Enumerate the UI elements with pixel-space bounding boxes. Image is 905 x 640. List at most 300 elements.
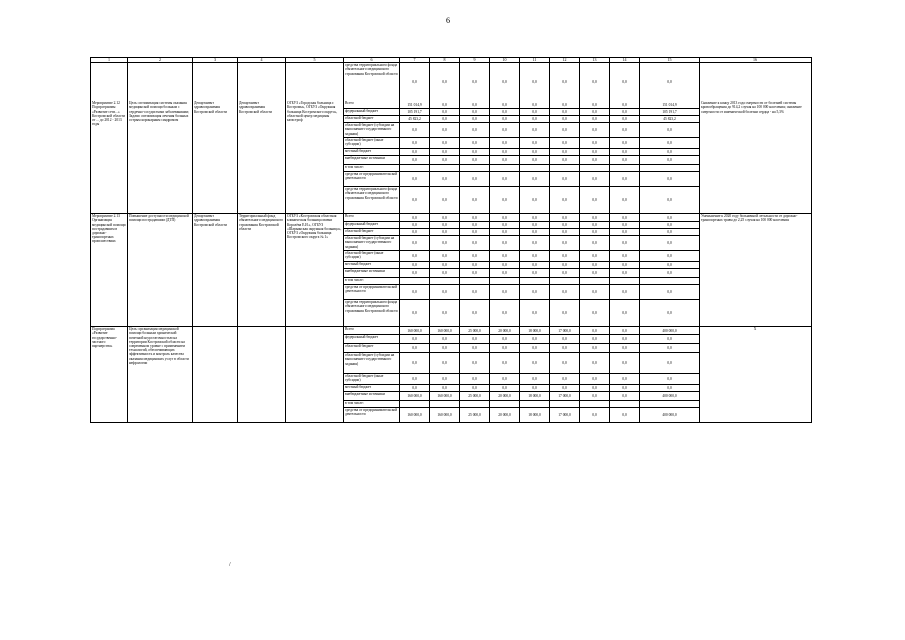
value-cell: 0,0	[490, 235, 519, 250]
value-cell	[550, 400, 579, 407]
value-cell: 0,0	[580, 228, 609, 235]
value-cell: 0,0	[400, 148, 429, 155]
measure-2-13-block	[91, 213, 811, 326]
value-cell: 160 000,0	[430, 391, 459, 400]
value-cell	[520, 400, 549, 407]
value-cell: 0,0	[460, 284, 489, 299]
value-column	[429, 101, 459, 213]
value-column	[489, 214, 519, 326]
value-column	[549, 101, 579, 213]
value-cell: 0,0	[640, 268, 699, 277]
value-cell: 0,0	[610, 391, 639, 400]
source-cell: в том числе:	[344, 277, 399, 284]
value-cell: 0,0	[430, 115, 459, 122]
value-cell: 0,0	[400, 268, 429, 277]
value-cell: 0,0	[400, 122, 429, 137]
source-cell: областной бюджет (иные субсидии)	[344, 373, 399, 384]
value-cell: 0,0	[520, 299, 549, 326]
value-cell: 0,0	[490, 122, 519, 137]
source-cell: внебюджетные источники	[344, 155, 399, 164]
value-cell: 0,0	[580, 108, 609, 115]
value-cell: 0,0	[640, 284, 699, 299]
value-cell: 0,0	[490, 284, 519, 299]
source-cell: средства от предпринимательской деятельности	[344, 171, 399, 186]
value-cell: 0,0	[549, 63, 579, 101]
value-cell: 0,0	[520, 186, 549, 213]
value-cell: 0,0	[520, 171, 549, 186]
source-cell: федеральный бюджет	[344, 221, 399, 228]
value-cell: 0,0	[640, 221, 699, 228]
col-num: 5	[285, 58, 343, 62]
result-cell: Х	[699, 327, 810, 422]
value-cell: 25 000,0	[468, 328, 481, 333]
value-cell: 0,0	[520, 221, 549, 228]
value-column	[519, 214, 549, 326]
value-cell: 400 000,0	[662, 328, 677, 333]
value-cell: 0,0	[610, 407, 639, 422]
value-cell: 0,0	[550, 384, 579, 391]
value-cell	[460, 277, 489, 284]
value-cell: 18 000,0	[520, 407, 549, 422]
value-cell: 0,0	[460, 373, 489, 384]
value-cell	[640, 164, 699, 171]
value-cell: 0,0	[550, 284, 579, 299]
value-cell: 0,0	[502, 102, 507, 107]
col-num: 9	[459, 58, 489, 62]
value-cell: 0,0	[550, 228, 579, 235]
value-cell: 17 000,0	[550, 391, 579, 400]
value-cell: 0,0	[430, 261, 459, 268]
value-cell: 0,0	[610, 148, 639, 155]
value-cell: 0,0	[610, 268, 639, 277]
value-cell: 0,0	[580, 268, 609, 277]
value-cell: 0,0	[532, 102, 537, 107]
executor-cell: Департамент здравоохранения Костромской области	[237, 101, 285, 213]
value-cell: 18 000,0	[520, 391, 549, 400]
subprogram-block	[91, 326, 811, 422]
value-cell: 18 000,0	[528, 328, 541, 333]
value-cell: 0,0	[579, 63, 609, 101]
value-cell: 0,0	[520, 155, 549, 164]
value-cell: 0,0	[430, 228, 459, 235]
value-cell	[490, 400, 519, 407]
value-cell: 0,0	[640, 343, 699, 352]
value-cell	[640, 400, 699, 407]
source-cell: средства от предпринимательской деятельности	[344, 407, 399, 422]
executor-cell	[237, 327, 285, 422]
value-cell: 0,0	[622, 102, 627, 107]
value-cell: 0,0	[610, 108, 639, 115]
source-cell: местный бюджет	[344, 384, 399, 391]
value-cell: 0,0	[550, 122, 579, 137]
value-cell: 0,0	[400, 186, 429, 213]
value-cell: 0,0	[400, 235, 429, 250]
value-cell: 0,0	[472, 215, 477, 220]
value-cell: 0,0	[640, 155, 699, 164]
value-cell: 0,0	[459, 63, 489, 101]
value-cell	[400, 400, 429, 407]
value-cell: 160 000,0	[407, 328, 422, 333]
value-cell: 0,0	[610, 299, 639, 326]
value-cell: 400 000,0	[640, 391, 699, 400]
col-num: 10	[489, 58, 519, 62]
source-cell: средства от предпринимательской деятельности	[344, 284, 399, 299]
value-cell	[580, 164, 609, 171]
value-cell: 0,0	[610, 221, 639, 228]
value-cell	[430, 164, 459, 171]
measure-goal: Цель: оптимизация системы оказания медицинской помощи больным с сердечно-сосудистыми заболеваниями; Задачи: оптимизация лечения больных острым коронарным синдромом	[127, 101, 192, 213]
result-cell: Снижение к концу 2013 года смертности от болезней системы кровообращения до 914,2 случая на 100 000 населения; снижение смертности от ишемической болезни сердца - на 5,3%	[699, 101, 810, 213]
value-cell	[460, 400, 489, 407]
value-cell: 0,0	[430, 171, 459, 186]
value-cell: 0,0	[550, 115, 579, 122]
value-cell: 0,0	[490, 373, 519, 384]
value-column	[549, 327, 579, 422]
value-column	[429, 327, 459, 422]
value-cell: 0,0	[610, 122, 639, 137]
source-cell: областной бюджет (иные субсидии)	[344, 250, 399, 261]
value-column	[399, 327, 429, 422]
value-cell: 0,0	[580, 235, 609, 250]
value-column	[579, 327, 609, 422]
value-cell: 0,0	[460, 186, 489, 213]
value-cell: 0,0	[640, 250, 699, 261]
value-cell: 0,0	[400, 171, 429, 186]
source-cell: Всего	[345, 101, 354, 106]
value-column	[609, 327, 639, 422]
value-cell: 0,0	[490, 343, 519, 352]
source-cell: местный бюджет	[344, 261, 399, 268]
value-cell: 0,0	[580, 155, 609, 164]
value-cell: 0,0	[580, 171, 609, 186]
value-cell: 0,0	[640, 334, 699, 343]
value-cell: 0,0	[430, 221, 459, 228]
source-cell: областной бюджет (иные субсидии)	[344, 137, 399, 148]
value-cell: 0,0	[550, 108, 579, 115]
value-cell: 0,0	[460, 221, 489, 228]
value-cell: 0,0	[400, 155, 429, 164]
source-cell: федеральный бюджет	[344, 108, 399, 115]
source-column	[343, 327, 399, 422]
value-cell: 0,0	[550, 137, 579, 148]
value-cell: 0,0	[640, 186, 699, 213]
source-cell: федеральный бюджет	[344, 334, 399, 343]
value-cell: 0,0	[610, 186, 639, 213]
value-cell: 0,0	[640, 148, 699, 155]
value-cell: 0,0	[430, 122, 459, 137]
value-cell: 0,0	[460, 299, 489, 326]
value-cell: 0,0	[490, 384, 519, 391]
value-cell: 0,0	[490, 155, 519, 164]
source-cell: Всего	[345, 327, 354, 332]
value-cell: 25 000,0	[460, 391, 489, 400]
value-cell	[490, 277, 519, 284]
value-cell: 0,0	[520, 250, 549, 261]
value-column	[489, 327, 519, 422]
value-cell: 0,0	[610, 334, 639, 343]
source-cell: областной бюджет (субсидии на выполнение государственного задания)	[344, 352, 399, 373]
value-cell: 0,0	[430, 155, 459, 164]
value-cell: 0,0	[490, 334, 519, 343]
value-cell	[550, 277, 579, 284]
value-cell: 0,0	[442, 102, 447, 107]
measure-title: Мероприятие 2.13 Организация медицинской помощи пострадавшим в дорожно-транспортных происшествиях	[92, 214, 126, 244]
value-cell: 0,0	[580, 221, 609, 228]
value-cell: 0,0	[580, 122, 609, 137]
value-cell: 0,0	[580, 384, 609, 391]
value-cell: 160 000,0	[400, 407, 429, 422]
value-cell: 0,0	[610, 228, 639, 235]
value-cell: 0,0	[640, 299, 699, 326]
value-cell: 0,0	[610, 373, 639, 384]
col-num: 7	[399, 58, 429, 62]
value-cell: 0,0	[562, 102, 567, 107]
value-cell: 0,0	[430, 299, 459, 326]
value-cell: 0,0	[430, 334, 459, 343]
value-cell: 0,0	[610, 115, 639, 122]
value-cell: 0,0	[550, 171, 579, 186]
source-cell: внебюджетные источники	[344, 391, 399, 400]
col-num: 14	[609, 58, 639, 62]
source-cell: средства территориального фонда обязательного медицинского страхования Костромской области	[343, 63, 399, 101]
source-cell: внебюджетные источники	[344, 268, 399, 277]
value-cell: 0,0	[550, 268, 579, 277]
continuation-row	[91, 62, 811, 101]
value-column	[519, 101, 549, 213]
value-cell: 25 000,0	[460, 407, 489, 422]
value-cell: 0,0	[472, 102, 477, 107]
value-cell: 0,0	[640, 122, 699, 137]
value-cell	[610, 400, 639, 407]
value-column	[579, 214, 609, 326]
value-cell: 151 014,9	[662, 102, 677, 107]
value-cell: 0,0	[490, 108, 519, 115]
source-column	[343, 101, 399, 213]
value-cell: 0,0	[502, 215, 507, 220]
source-cell: областной бюджет	[344, 115, 399, 122]
source-cell: в том числе:	[344, 400, 399, 407]
value-cell: 0,0	[460, 122, 489, 137]
value-cell: 0,0	[460, 250, 489, 261]
value-cell: 45 823,2	[640, 115, 699, 122]
value-cell: 0,0	[580, 250, 609, 261]
value-cell: 0,0	[490, 299, 519, 326]
value-cell: 0,0	[580, 148, 609, 155]
value-cell: 0,0	[430, 343, 459, 352]
value-cell: 105 191,7	[400, 108, 429, 115]
value-cell: 20 000,0	[490, 407, 519, 422]
value-cell: 0,0	[580, 137, 609, 148]
measure-title: Подпрограмма «Развитие государственно-частного партнерства»	[92, 327, 117, 349]
value-cell: 160 000,0	[400, 391, 429, 400]
value-cell: 0,0	[640, 137, 699, 148]
value-cell: 0,0	[622, 328, 627, 333]
value-cell: 0,0	[550, 235, 579, 250]
value-cell: 0,0	[580, 407, 609, 422]
value-cell: 0,0	[399, 63, 429, 101]
value-cell	[400, 164, 429, 171]
value-cell: 160 000,0	[437, 328, 452, 333]
source-cell: средства территориального фонда обязательного медицинского страхования Костромской области	[344, 299, 399, 326]
value-cell: 0,0	[430, 186, 459, 213]
value-cell: 0,0	[520, 235, 549, 250]
value-cell: 0,0	[580, 299, 609, 326]
col-num: 1	[108, 58, 110, 62]
value-cell: 0,0	[400, 334, 429, 343]
value-cell	[610, 277, 639, 284]
value-cell	[490, 164, 519, 171]
value-cell: 0,0	[550, 250, 579, 261]
value-column	[579, 101, 609, 213]
value-cell: 0,0	[610, 171, 639, 186]
value-cell: 0,0	[550, 261, 579, 268]
source-cell: местный бюджет	[344, 148, 399, 155]
value-cell: 0,0	[550, 373, 579, 384]
value-cell: 0,0	[520, 268, 549, 277]
col-num: 15	[639, 58, 699, 62]
value-cell: 0,0	[667, 215, 672, 220]
footer-mark: /	[229, 562, 231, 568]
value-cell: 0,0	[610, 343, 639, 352]
value-cell: 0,0	[460, 108, 489, 115]
column-number-row	[91, 58, 811, 62]
value-cell: 0,0	[520, 137, 549, 148]
value-cell: 0,0	[460, 137, 489, 148]
value-cell	[460, 164, 489, 171]
value-cell: 0,0	[610, 284, 639, 299]
value-cell: 0,0	[550, 155, 579, 164]
value-cell: 0,0	[550, 186, 579, 213]
value-cell: 0,0	[520, 352, 549, 373]
value-column	[459, 327, 489, 422]
source-cell: областной бюджет	[344, 343, 399, 352]
value-cell: 0,0	[429, 63, 459, 101]
value-cell: 0,0	[430, 148, 459, 155]
value-cell: 0,0	[520, 108, 549, 115]
value-cell: 151 014,9	[407, 102, 422, 107]
responsible-cell: Департамент здравоохранения Костромской области	[192, 101, 237, 213]
value-cell: 400 000,0	[640, 407, 699, 422]
measure-2-12-block	[91, 101, 811, 213]
value-cell: 0,0	[610, 137, 639, 148]
value-column	[459, 214, 489, 326]
value-cell: 0,0	[490, 261, 519, 268]
value-cell: 0,0	[460, 268, 489, 277]
value-cell: 0,0	[490, 250, 519, 261]
value-cell: 0,0	[640, 373, 699, 384]
value-cell: 0,0	[460, 155, 489, 164]
institution-cell: ОГБУЗ «Костромская областная клиническая больница имени Королёва Е.И.», ОГБУЗ «Шарьинская окружная больница», ОГБУЗ «Окружная больница Костромского округа № 1»	[285, 214, 343, 326]
value-cell: 0,0	[609, 63, 639, 101]
value-cell: 0,0	[442, 215, 447, 220]
value-cell	[520, 277, 549, 284]
value-cell: 0,0	[592, 102, 597, 107]
value-cell: 0,0	[580, 115, 609, 122]
value-cell: 20 000,0	[498, 328, 511, 333]
measure-title: Мероприятие 2.12 Подпрограммы «Развитие сети...» Костромской области от ... до 2012 - 2013 годы	[92, 101, 125, 127]
value-cell: 0,0	[580, 334, 609, 343]
value-cell: 0,0	[400, 250, 429, 261]
value-cell: 0,0	[580, 261, 609, 268]
budget-table	[90, 57, 812, 423]
col-num: 12	[549, 58, 579, 62]
page-number: 6	[446, 16, 450, 25]
value-cell	[580, 277, 609, 284]
source-cell: средства территориального фонда обязательного медицинского страхования Костромской области	[344, 186, 399, 213]
value-cell	[520, 164, 549, 171]
value-cell: 0,0	[610, 261, 639, 268]
value-cell: 0,0	[460, 228, 489, 235]
value-column	[549, 214, 579, 326]
value-cell: 0,0	[489, 63, 519, 101]
value-cell: 0,0	[430, 373, 459, 384]
col-num: 11	[519, 58, 549, 62]
value-cell	[610, 164, 639, 171]
value-cell: 17 000,0	[550, 407, 579, 422]
value-cell: 0,0	[610, 250, 639, 261]
measure-goal: Повышение доступности медицинской помощи пострадавшим (ДТП)	[127, 214, 192, 326]
institution-cell: ОГБУЗ «Городская больница г. Костромы», ОГБУЗ «Окружная больница Костромского округа», областной центр медицины катастроф	[285, 101, 343, 213]
value-cell: 0,0	[490, 171, 519, 186]
value-cell: 20 000,0	[490, 391, 519, 400]
value-column	[459, 101, 489, 213]
value-cell: 0,0	[640, 235, 699, 250]
col-num: 3	[192, 58, 237, 62]
value-cell: 0,0	[550, 352, 579, 373]
value-cell	[580, 400, 609, 407]
source-cell: в том числе:	[344, 164, 399, 171]
col-num: 4	[237, 58, 285, 62]
executor-cell: Территориальный фонд обязательного медицинского страхования Костромской области	[237, 214, 285, 326]
value-cell: 0,0	[490, 186, 519, 213]
value-cell: 0,0	[639, 63, 699, 101]
value-cell: 0,0	[400, 343, 429, 352]
institution-cell	[285, 327, 343, 422]
value-cell: 0,0	[580, 352, 609, 373]
value-cell: 0,0	[520, 261, 549, 268]
value-column	[429, 214, 459, 326]
value-cell: 0,0	[430, 384, 459, 391]
value-cell: 0,0	[460, 148, 489, 155]
value-cell: 0,0	[460, 352, 489, 373]
value-cell: 0,0	[580, 343, 609, 352]
value-cell: 0,0	[550, 299, 579, 326]
value-cell: 0,0	[400, 352, 429, 373]
value-cell: 0,0	[490, 137, 519, 148]
value-cell: 0,0	[562, 215, 567, 220]
col-num: 16	[699, 58, 810, 62]
value-cell: 0,0	[519, 63, 549, 101]
value-cell: 0,0	[580, 391, 609, 400]
col-num: 2	[127, 58, 192, 62]
value-cell: 0,0	[460, 171, 489, 186]
value-cell: 0,0	[430, 235, 459, 250]
value-column	[639, 214, 699, 326]
value-cell: 160 000,0	[430, 407, 459, 422]
value-cell: 0,0	[550, 148, 579, 155]
value-column	[519, 327, 549, 422]
value-cell: 0,0	[400, 373, 429, 384]
value-cell: 0,0	[460, 384, 489, 391]
value-cell: 0,0	[400, 384, 429, 391]
value-cell: 105 191,7	[640, 108, 699, 115]
value-cell: 0,0	[550, 334, 579, 343]
value-cell	[640, 277, 699, 284]
value-column	[639, 327, 699, 422]
value-cell: 0,0	[400, 137, 429, 148]
value-cell: 0,0	[550, 343, 579, 352]
value-cell: 0,0	[640, 228, 699, 235]
